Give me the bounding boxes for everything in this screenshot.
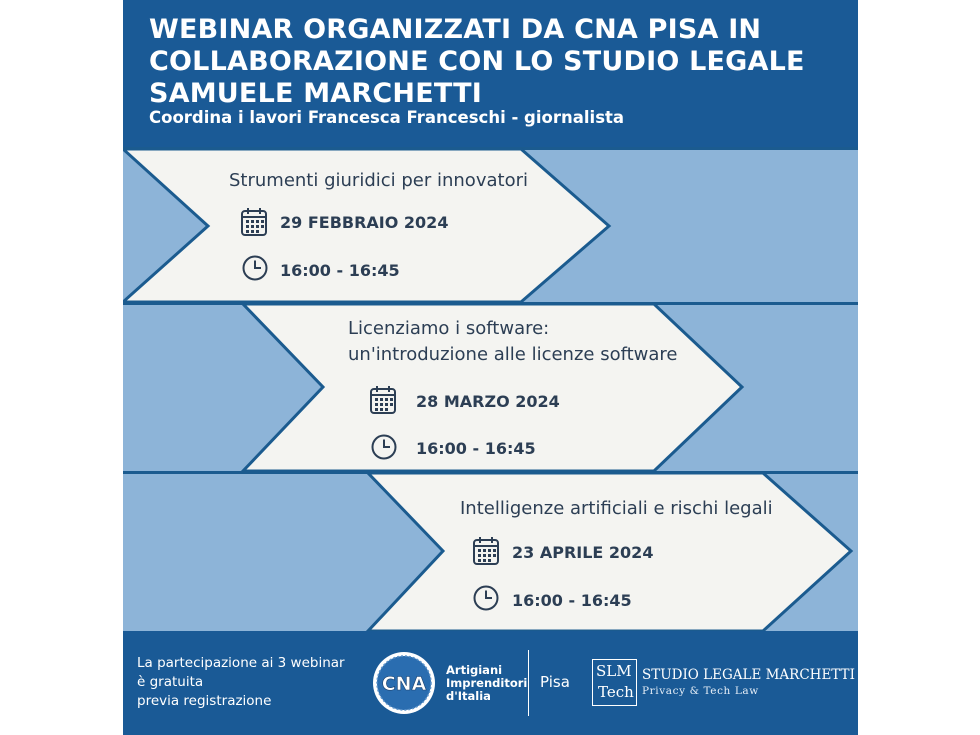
calendar-icon <box>369 385 397 415</box>
poster <box>123 0 858 735</box>
footer-note-line-3: previa registrazione <box>137 693 272 709</box>
calendar-icon <box>240 207 268 237</box>
cna-side-line-2: Imprenditori <box>446 676 528 690</box>
event-2-title-line-2: un'introduzione alle licenze software <box>348 344 678 365</box>
event-1-time: 16:00 - 16:45 <box>280 261 400 280</box>
cna-city: Pisa <box>540 673 570 691</box>
slm-logo-box <box>592 659 637 706</box>
studio-tagline: Privacy & Tech Law <box>642 685 759 697</box>
title-line-3: SAMUELE MARCHETTI <box>149 78 482 109</box>
title-line-2: COLLABORAZIONE CON LO STUDIO LEGALE <box>149 46 805 77</box>
cna-logo <box>372 651 436 715</box>
event-3-date: 23 APRILE 2024 <box>512 543 654 562</box>
cna-logo-text: CNA <box>381 673 427 695</box>
event-1-date: 29 FEBBRAIO 2024 <box>280 213 449 232</box>
cna-side-line-1: Artigiani <box>446 663 503 677</box>
calendar-icon <box>472 536 500 566</box>
footer-divider <box>528 650 529 716</box>
slm-mark-bottom: Tech <box>598 683 634 701</box>
event-3-title: Intelligenze artificiali e rischi legali <box>460 498 773 519</box>
subtitle: Coordina i lavori Francesca Franceschi - giornalista <box>149 108 625 127</box>
slm-mark-top: SLM <box>596 662 632 680</box>
event-2-time: 16:00 - 16:45 <box>416 439 536 458</box>
event-3-time: 16:00 - 16:45 <box>512 591 632 610</box>
studio-name: STUDIO LEGALE MARCHETTI <box>642 667 855 683</box>
footer <box>123 631 858 735</box>
event-2-title-line-1: Licenziamo i software: <box>348 318 550 339</box>
header <box>123 0 858 147</box>
footer-note-line-1: La partecipazione ai 3 webinar <box>137 655 345 671</box>
clock-icon <box>370 433 398 461</box>
event-2-date: 28 MARZO 2024 <box>416 392 560 411</box>
title-line-1: WEBINAR ORGANIZZATI DA CNA PISA IN <box>149 14 762 45</box>
cna-side-line-3: d'Italia <box>446 689 491 703</box>
event-1-title: Strumenti giuridici per innovatori <box>229 170 528 191</box>
clock-icon <box>241 254 269 282</box>
clock-icon <box>472 584 500 612</box>
footer-note-line-2: è gratuita <box>137 674 204 690</box>
